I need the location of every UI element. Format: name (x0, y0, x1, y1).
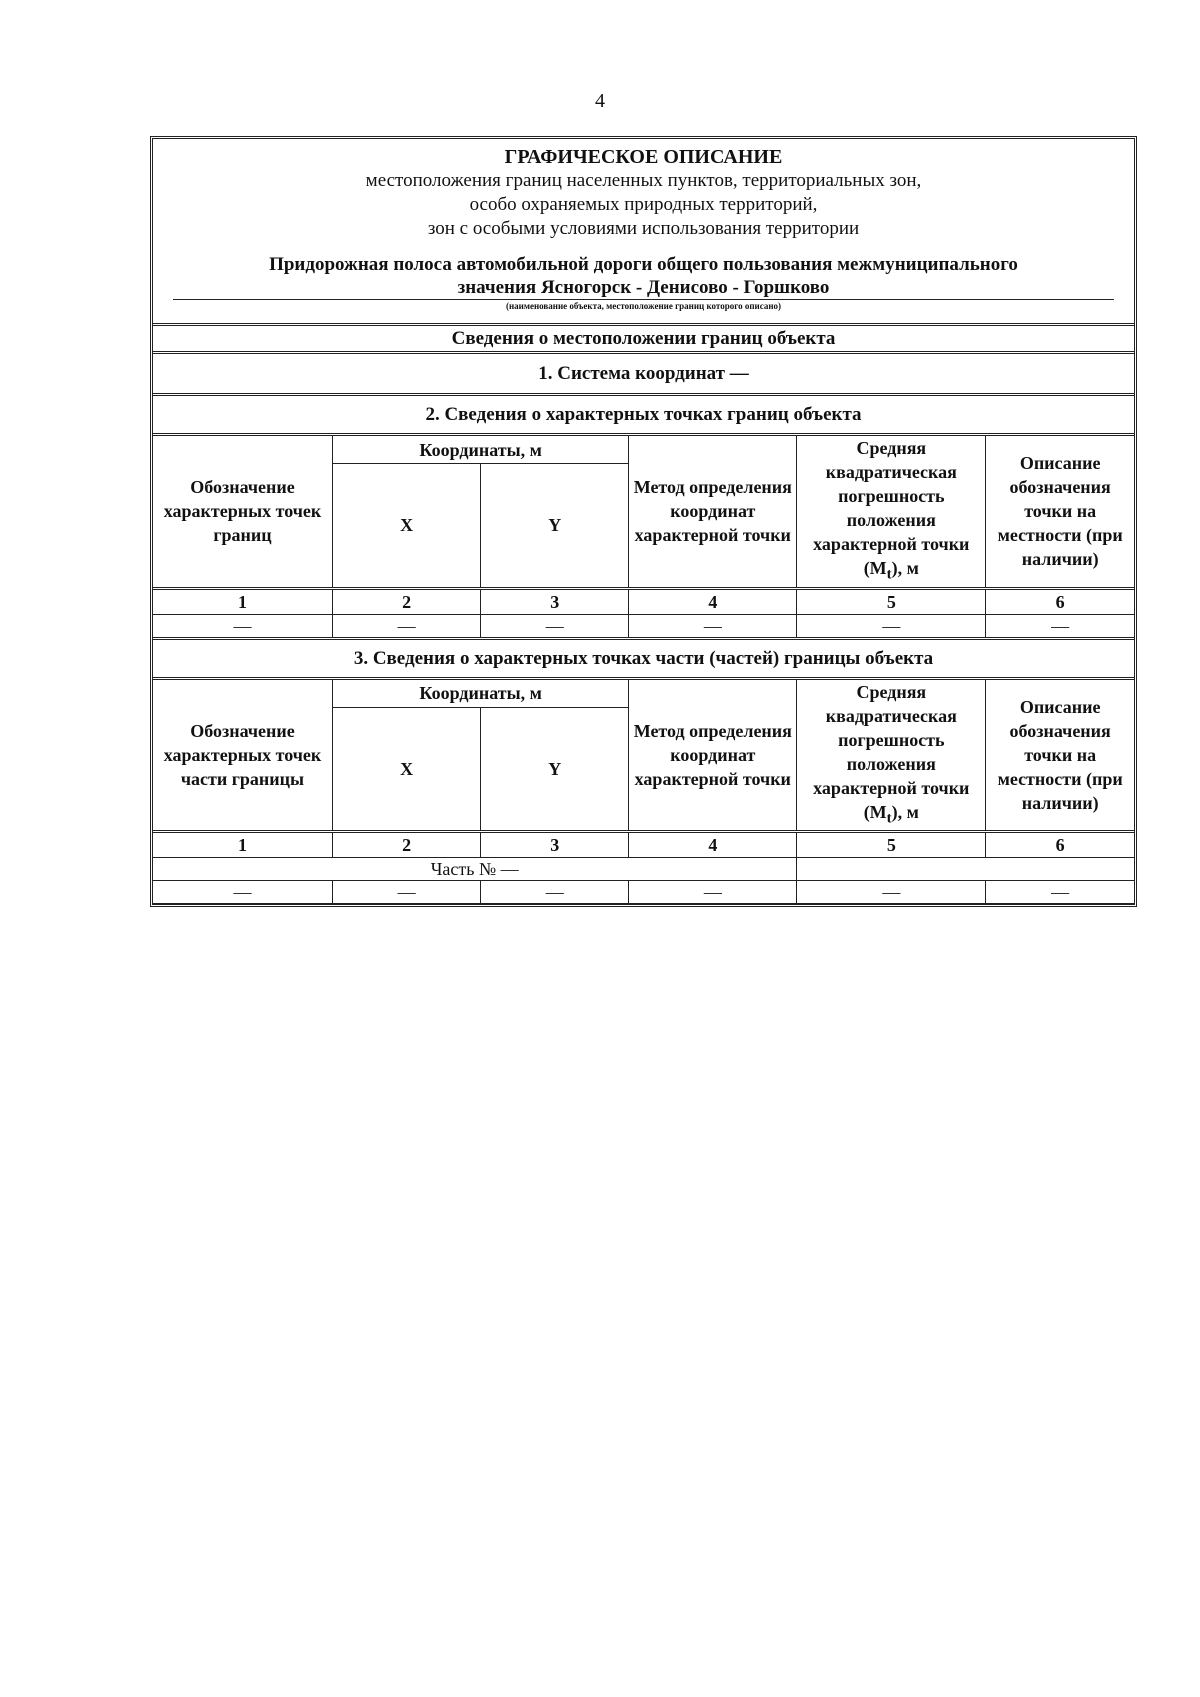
column-number: 4 (629, 832, 797, 858)
table-cell: — (153, 881, 333, 904)
column-number: 4 (629, 588, 797, 614)
table-cell: — (629, 614, 797, 638)
document-title: ГРАФИЧЕСКОЕ ОПИСАНИЕ (504, 146, 783, 168)
part-label: Часть № — (153, 858, 797, 881)
column-number: 2 (333, 588, 481, 614)
header-error (797, 680, 986, 832)
header-coords: Координаты, м (333, 436, 629, 464)
header-description: Описание обозначения точки на местности (при наличии) (986, 436, 1134, 588)
object-name (163, 253, 1124, 300)
column-number: 3 (481, 588, 629, 614)
table-cell: — (153, 614, 333, 638)
table-cell: — (797, 614, 986, 638)
header-error-main: Средняя квадратическая погрешность положения характерной точки (M (813, 681, 970, 822)
column-number: 1 (153, 588, 333, 614)
header-error-tail: ), м (891, 558, 919, 578)
column-number: 1 (153, 832, 333, 858)
column-numbers-row (153, 832, 1134, 858)
parts-table (153, 680, 1134, 905)
header-error-main: Средняя квадратическая погрешность положения характерной точки (M (813, 438, 970, 578)
points-table (153, 436, 1134, 640)
table-cell: — (629, 881, 797, 904)
header-description: Описание обозначения точки на местности (при наличии) (986, 680, 1134, 832)
page-number: 4 (595, 90, 605, 112)
table-cell: — (797, 881, 986, 904)
object-name-line1: Придорожная полоса автомобильной дороги общего пользования межмуниципального (269, 254, 1018, 275)
table-row (153, 881, 1134, 904)
header-error-sub: t (886, 810, 892, 827)
header-designation: Обозначение характерных точек границ (153, 436, 333, 588)
table-row (153, 614, 1134, 638)
header-method: Метод определения координат характерной точки (629, 436, 797, 588)
header-y: Y (481, 464, 629, 589)
table-cell: — (481, 881, 629, 904)
table-cell: — (333, 614, 481, 638)
column-number: 6 (986, 832, 1134, 858)
subtitle-line: местоположения границ населенных пунктов, территориальных зон, (365, 170, 922, 191)
header-x: X (333, 707, 481, 832)
column-number: 5 (797, 832, 986, 858)
table-cell: — (986, 881, 1134, 904)
header-error-sub: t (886, 566, 892, 583)
parts-section-title: 3. Сведения о характерных точках части (частей) границы объекта (153, 640, 1134, 680)
extent-title: Сведения о местоположении границ объекта (153, 326, 1134, 354)
column-number: 2 (333, 832, 481, 858)
object-caption: (наименование объекта, местоположение границ которого описано) (505, 301, 782, 311)
header-block (153, 139, 1134, 326)
part-row (153, 858, 1134, 881)
table-cell: — (481, 614, 629, 638)
column-number: 5 (797, 588, 986, 614)
subtitle-line: зон с особыми условиями использования территории (427, 218, 860, 239)
header-error (797, 436, 986, 588)
coord-system-title: 1. Система координат — (153, 354, 1134, 396)
header-coords: Координаты, м (333, 680, 629, 708)
object-name-line2: значения Ясногорск - Денисово - Горшково (173, 276, 1114, 300)
column-number: 3 (481, 832, 629, 858)
header-designation: Обозначение характерных точек части границы (153, 680, 333, 832)
table-cell: — (986, 614, 1134, 638)
header-method: Метод определения координат характерной точки (629, 680, 797, 832)
header-x: X (333, 464, 481, 589)
part-empty-cell (797, 858, 1134, 881)
table-cell: — (333, 881, 481, 904)
points-section-title: 2. Сведения о характерных точках границ объекта (153, 396, 1134, 436)
column-number: 6 (986, 588, 1134, 614)
subtitle-line: особо охраняемых природных территорий, (469, 194, 818, 215)
header-error-tail: ), м (891, 801, 919, 822)
document-frame (150, 136, 1137, 907)
header-y: Y (481, 707, 629, 832)
column-numbers-row (153, 588, 1134, 614)
